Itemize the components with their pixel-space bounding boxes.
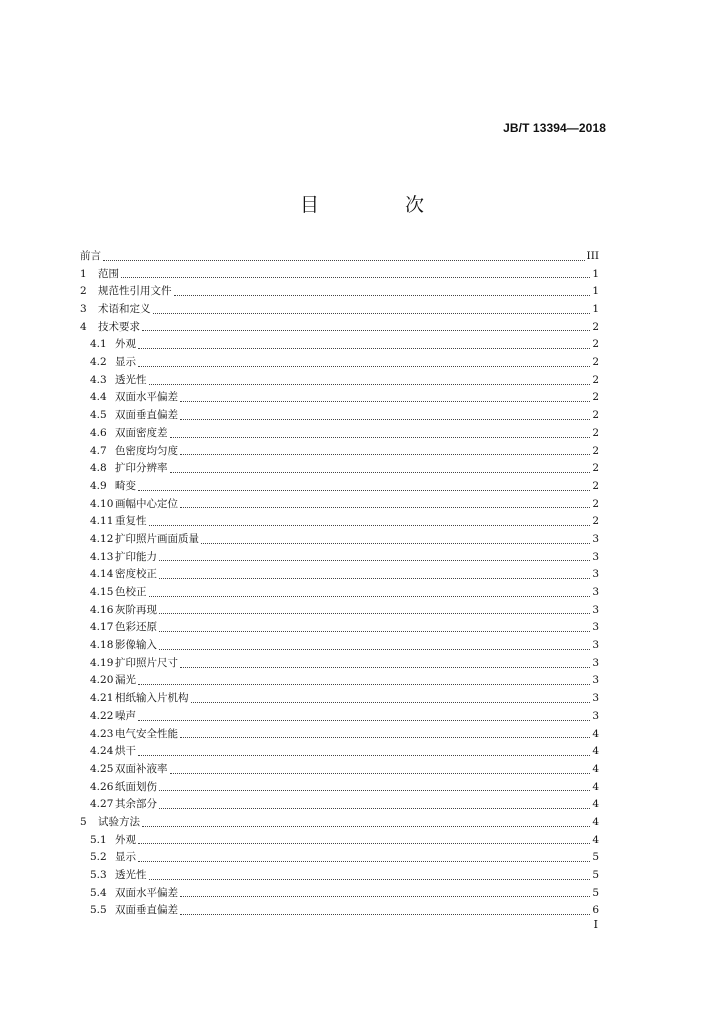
toc-entry-number: 5.1 <box>90 833 107 846</box>
toc-entry-label: 双面补液率 <box>115 762 168 775</box>
toc-entry[interactable] <box>80 673 599 691</box>
toc-entry[interactable] <box>80 566 599 584</box>
toc-entry-page: 1 <box>592 303 599 316</box>
toc-dot-leader <box>138 348 590 349</box>
toc-entry-page: 4 <box>592 833 599 846</box>
toc-entry-number: 4.11 <box>90 515 114 528</box>
toc-entry-page: 2 <box>592 426 599 439</box>
toc-entry-number: 4.17 <box>90 621 114 634</box>
toc-entry-page: 3 <box>592 550 599 563</box>
toc-entry-page: 2 <box>592 479 599 492</box>
toc-entry-page: 5 <box>592 886 599 899</box>
toc-entry-page: 4 <box>592 762 599 775</box>
toc-dot-leader <box>180 667 590 668</box>
toc-entry-label: 其余部分 <box>115 798 157 811</box>
toc-entry-label: 双面水平偏差 <box>115 886 178 899</box>
toc-entry-page: 3 <box>592 639 599 652</box>
toc-entry-page: 3 <box>592 656 599 669</box>
toc-entry[interactable] <box>80 336 599 354</box>
toc-dot-leader <box>180 419 590 420</box>
toc-dot-leader <box>138 366 590 367</box>
toc-dot-leader <box>180 737 590 738</box>
toc-entry-label: 扩印照片画面质量 <box>115 532 199 545</box>
toc-entry[interactable] <box>80 407 599 425</box>
toc-entry[interactable] <box>80 478 599 496</box>
toc-entry-number: 4.2 <box>90 356 107 369</box>
toc-entry[interactable] <box>80 266 599 284</box>
toc-entry-page: 2 <box>592 515 599 528</box>
toc-entry-number: 3 <box>80 303 87 316</box>
toc-dot-leader <box>149 384 591 385</box>
toc-dot-leader <box>174 295 591 296</box>
toc-dot-leader <box>138 755 590 756</box>
page-number: I <box>593 918 598 931</box>
toc-entry-number: 4.24 <box>90 745 114 758</box>
toc-entry-number: 4.23 <box>90 727 114 740</box>
toc-dot-leader <box>159 649 590 650</box>
toc-dot-leader <box>159 560 590 561</box>
toc-entry-label: 色彩还原 <box>115 621 157 634</box>
toc-entry-label: 色校正 <box>115 586 147 599</box>
toc-dot-leader <box>149 879 591 880</box>
toc-entry-number: 4.15 <box>90 586 114 599</box>
toc-entry-page: 1 <box>592 285 599 298</box>
toc-entry-label: 双面垂直偏差 <box>115 904 178 917</box>
toc-entry-page: 3 <box>592 621 599 634</box>
toc-entry-page: 2 <box>592 462 599 475</box>
toc-entry[interactable] <box>80 655 599 673</box>
toc-entry-page: 2 <box>592 391 599 404</box>
toc-entry[interactable] <box>80 425 599 443</box>
toc-entry-page: 2 <box>592 320 599 333</box>
toc-dot-leader <box>149 596 591 597</box>
toc-entry-number: 5 <box>80 815 87 828</box>
toc-entry[interactable] <box>80 637 599 655</box>
toc-dot-leader <box>170 437 591 438</box>
toc-entry-number: 4 <box>80 320 87 333</box>
toc-entry[interactable] <box>80 743 599 761</box>
toc-entry-label: 试验方法 <box>98 815 140 828</box>
toc-dot-leader <box>153 313 591 314</box>
toc-entry-label: 重复性 <box>115 515 147 528</box>
toc-entry[interactable] <box>80 549 599 567</box>
toc-entry-label: 色密度均匀度 <box>115 444 178 457</box>
toc-entry[interactable] <box>80 372 599 390</box>
toc-dot-leader <box>149 525 591 526</box>
toc-title: 目 次 <box>299 194 465 216</box>
toc-dot-leader <box>191 702 591 703</box>
toc-entry-number: 4.1 <box>90 338 107 351</box>
toc-entry-page: 2 <box>592 497 599 510</box>
toc-entry-number: 4.27 <box>90 798 114 811</box>
toc-entry-number: 4.5 <box>90 409 107 422</box>
toc-entry[interactable] <box>80 584 599 602</box>
toc-entry[interactable] <box>80 814 599 832</box>
toc-dot-leader <box>180 401 590 402</box>
toc-entry-label: 噪声 <box>115 709 136 722</box>
toc-entry-page: 5 <box>592 869 599 882</box>
toc-entry-number: 4.13 <box>90 550 114 563</box>
toc-dot-leader <box>121 277 590 278</box>
toc-entry-page: 2 <box>592 444 599 457</box>
toc-entry[interactable] <box>80 619 599 637</box>
toc-entry-number: 4.20 <box>90 674 114 687</box>
toc-entry-page: 4 <box>592 727 599 740</box>
toc-entry[interactable] <box>80 443 599 461</box>
toc-dot-leader <box>159 613 590 614</box>
toc-entry-number: 5.3 <box>90 869 107 882</box>
toc-entry-page: 3 <box>592 674 599 687</box>
toc-entry[interactable] <box>80 726 599 744</box>
toc-entry-page: 4 <box>592 798 599 811</box>
toc-entry[interactable] <box>80 867 599 885</box>
toc-dot-leader <box>138 843 590 844</box>
toc-entry-label: 前言 <box>80 249 101 262</box>
toc-dot-leader <box>159 790 590 791</box>
toc-entry-number: 4.12 <box>90 532 114 545</box>
toc-entry-label: 畸变 <box>115 479 136 492</box>
toc-entry[interactable] <box>80 779 599 797</box>
toc-entry-number: 5.5 <box>90 904 107 917</box>
toc-entry[interactable] <box>80 902 599 920</box>
toc-entry-number: 4.6 <box>90 426 107 439</box>
toc-dot-leader <box>138 720 590 721</box>
toc-entry[interactable] <box>80 602 599 620</box>
toc-dot-leader <box>138 684 590 685</box>
table-of-contents <box>80 248 599 920</box>
toc-entry-label: 漏光 <box>115 674 136 687</box>
toc-entry-label: 电气安全性能 <box>115 727 178 740</box>
toc-entry-label: 双面水平偏差 <box>115 391 178 404</box>
toc-entry-number: 4.10 <box>90 497 114 510</box>
toc-entry[interactable] <box>80 301 599 319</box>
toc-entry-page: 4 <box>592 815 599 828</box>
toc-entry-number: 5.2 <box>90 851 107 864</box>
toc-entry[interactable] <box>80 761 599 779</box>
toc-entry-label: 扩印能力 <box>115 550 157 563</box>
toc-entry-page: 6 <box>592 904 599 917</box>
toc-entry[interactable] <box>80 390 599 408</box>
toc-entry-label: 密度校正 <box>115 568 157 581</box>
toc-entry-page: 1 <box>592 267 599 280</box>
toc-entry[interactable] <box>80 832 599 850</box>
toc-dot-leader <box>180 914 590 915</box>
toc-entry[interactable] <box>80 849 599 867</box>
toc-entry[interactable] <box>80 248 599 266</box>
toc-entry-number: 4.9 <box>90 479 107 492</box>
toc-entry-label: 相纸输入片机构 <box>115 692 189 705</box>
toc-entry-label: 外观 <box>115 338 136 351</box>
toc-entry-number: 1 <box>80 267 87 280</box>
toc-entry[interactable] <box>80 496 599 514</box>
toc-entry-label: 双面密度差 <box>115 426 168 439</box>
toc-entry-label: 术语和定义 <box>98 303 151 316</box>
toc-entry-page: 3 <box>592 532 599 545</box>
toc-entry-number: 4.7 <box>90 444 107 457</box>
toc-entry-label: 影像输入 <box>115 639 157 652</box>
toc-dot-leader <box>142 826 590 827</box>
toc-entry-number: 4.18 <box>90 639 114 652</box>
toc-entry-number: 4.14 <box>90 568 114 581</box>
toc-entry[interactable] <box>80 354 599 372</box>
toc-dot-leader <box>159 808 590 809</box>
toc-entry-page: 3 <box>592 603 599 616</box>
toc-entry[interactable] <box>80 283 599 301</box>
toc-entry-label: 双面垂直偏差 <box>115 409 178 422</box>
toc-entry-page: 3 <box>592 692 599 705</box>
toc-entry-page: III <box>586 249 599 262</box>
toc-entry[interactable] <box>80 708 599 726</box>
toc-dot-leader <box>142 330 590 331</box>
toc-entry-page: 2 <box>592 409 599 422</box>
toc-entry-page: 5 <box>592 851 599 864</box>
toc-entry-label: 技术要求 <box>98 320 140 333</box>
toc-entry-page: 2 <box>592 356 599 369</box>
toc-dot-leader <box>159 578 590 579</box>
toc-entry-label: 扩印照片尺寸 <box>115 656 178 669</box>
toc-entry-label: 显示 <box>115 356 136 369</box>
toc-entry[interactable] <box>80 885 599 903</box>
toc-entry[interactable] <box>80 460 599 478</box>
toc-entry-number: 2 <box>80 285 87 298</box>
toc-entry-page: 3 <box>592 709 599 722</box>
toc-dot-leader <box>138 861 590 862</box>
toc-dot-leader <box>180 454 590 455</box>
toc-entry-number: 4.3 <box>90 373 107 386</box>
toc-entry[interactable] <box>80 319 599 337</box>
toc-entry-label: 烘干 <box>115 745 136 758</box>
toc-entry-label: 外观 <box>115 833 136 846</box>
toc-entry-number: 4.16 <box>90 603 114 616</box>
toc-entry-number: 4.26 <box>90 780 114 793</box>
toc-entry-label: 规范性引用文件 <box>98 285 172 298</box>
document-code: JB/T 13394—2018 <box>503 121 606 135</box>
toc-entry-page: 2 <box>592 373 599 386</box>
toc-dot-leader <box>170 472 591 473</box>
toc-entry-page: 4 <box>592 780 599 793</box>
toc-entry-page: 2 <box>592 338 599 351</box>
toc-entry-label: 画幅中心定位 <box>115 497 178 510</box>
toc-dot-leader <box>170 773 591 774</box>
toc-entry-label: 纸面划伤 <box>115 780 157 793</box>
toc-entry[interactable] <box>80 531 599 549</box>
toc-entry-label: 显示 <box>115 851 136 864</box>
toc-entry-label: 透光性 <box>115 373 147 386</box>
toc-entry-number: 4.8 <box>90 462 107 475</box>
toc-entry-number: 5.4 <box>90 886 107 899</box>
toc-entry-number: 4.4 <box>90 391 107 404</box>
toc-dot-leader <box>159 631 590 632</box>
toc-entry[interactable] <box>80 513 599 531</box>
toc-dot-leader <box>138 490 590 491</box>
toc-entry[interactable] <box>80 690 599 708</box>
toc-entry-label: 透光性 <box>115 869 147 882</box>
toc-entry-label: 扩印分辨率 <box>115 462 168 475</box>
toc-entry-label: 范围 <box>98 267 119 280</box>
toc-entry-number: 4.22 <box>90 709 114 722</box>
toc-dot-leader <box>201 543 590 544</box>
toc-entry-number: 4.19 <box>90 656 114 669</box>
toc-dot-leader <box>180 507 590 508</box>
toc-entry-number: 4.25 <box>90 762 114 775</box>
toc-entry-page: 3 <box>592 568 599 581</box>
toc-entry[interactable] <box>80 796 599 814</box>
toc-entry-label: 灰阶再现 <box>115 603 157 616</box>
toc-entry-page: 3 <box>592 586 599 599</box>
toc-entry-number: 4.21 <box>90 692 114 705</box>
toc-dot-leader <box>103 260 585 261</box>
toc-dot-leader <box>180 896 590 897</box>
toc-entry-page: 4 <box>592 745 599 758</box>
